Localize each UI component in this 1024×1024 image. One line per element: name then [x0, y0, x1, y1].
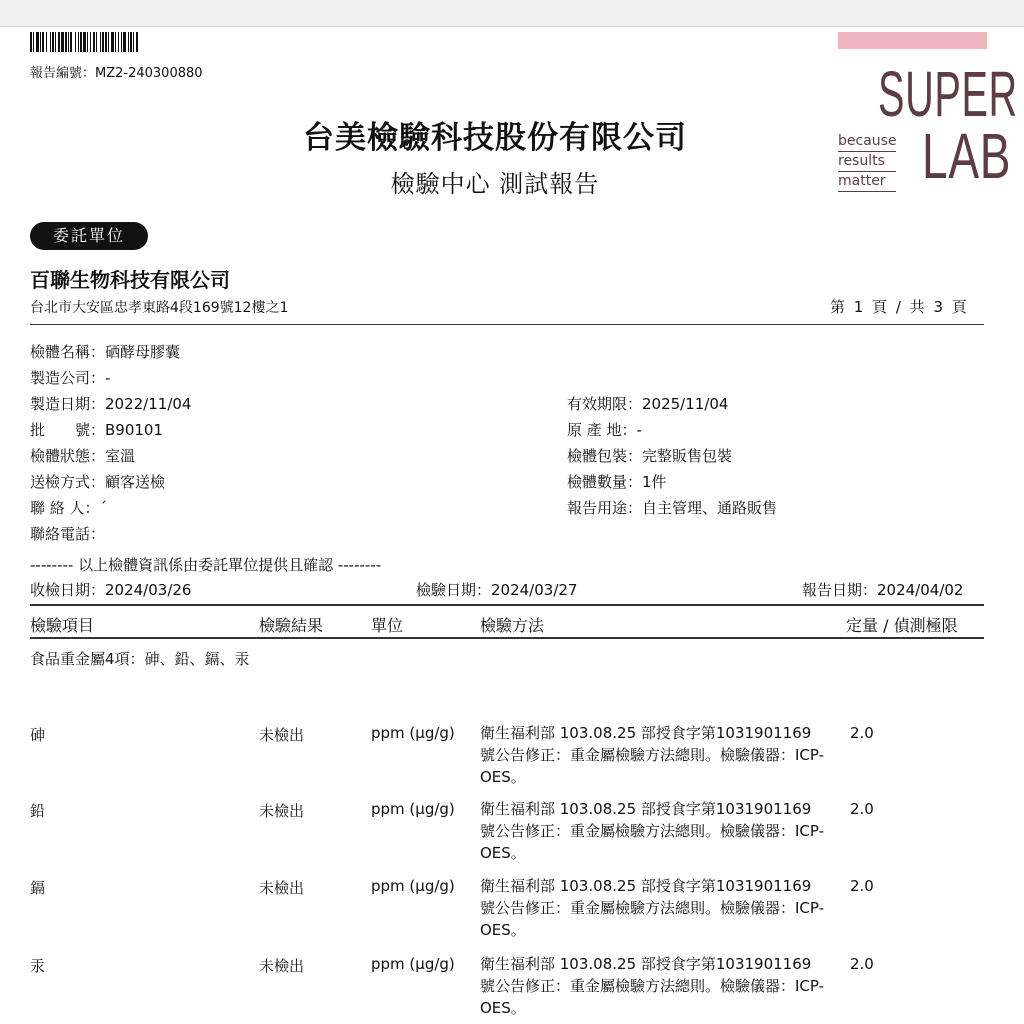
- col-header-limit: 定量 / 偵測極限: [846, 616, 958, 635]
- row-limit: 2.0: [850, 955, 874, 973]
- logo-tagline-rule: [838, 171, 896, 172]
- row-limit: 2.0: [850, 877, 874, 895]
- table-top-rule: [30, 604, 984, 606]
- client-address: 台北市大安區忠孝東路4段169號12樓之1: [30, 300, 289, 316]
- client-name: 百聯生物科技有限公司: [30, 268, 230, 292]
- row-method: 衛生福利部 103.08.25 部授食字第1031901169 號公告修正：重金屬檢驗方法總則。檢驗儀器：ICP-OES。: [480, 724, 825, 786]
- col-header-unit: 單位: [371, 616, 404, 635]
- report-subtitle: 檢驗中心 測試報告: [390, 170, 600, 198]
- field-manufacture-date: 製造日期：2022/11/04: [30, 395, 192, 413]
- divider: [30, 324, 984, 325]
- field-contact-phone: 聯絡電話：: [30, 525, 106, 543]
- logo-tagline-rule: [838, 191, 896, 192]
- field-sample-name: 檢體名稱：硒酵母膠囊: [30, 343, 181, 361]
- field-manufacturer: 製造公司：-: [30, 369, 111, 387]
- field-sample-state: 檢體狀態：室溫: [30, 447, 136, 465]
- row-result: 未檢出: [259, 879, 305, 897]
- row-unit: ppm (μg/g): [371, 724, 455, 742]
- col-header-item: 檢驗項目: [30, 616, 95, 635]
- logo-tagline-1: because: [838, 133, 897, 149]
- barcode: [30, 32, 244, 52]
- logo-text-lab: LAB: [922, 120, 1012, 192]
- confirmation-note: -------- 以上檢體資訊係由委託單位提供且確認 --------: [30, 556, 382, 574]
- field-batch-number: 批 號：B90101: [30, 421, 164, 439]
- col-header-result: 檢驗結果: [259, 616, 324, 635]
- row-limit: 2.0: [850, 800, 874, 818]
- row-result: 未檢出: [259, 957, 305, 975]
- lab-company-name: 台美檢驗科技股份有限公司: [303, 120, 687, 156]
- field-report-purpose: 報告用途：自主管理、通路販售: [567, 499, 778, 517]
- field-delivery-method: 送檢方式：顧客送檢: [30, 473, 166, 491]
- row-unit: ppm (μg/g): [371, 955, 455, 973]
- received-date: 收檢日期：2024/03/26: [30, 581, 192, 599]
- logo-tagline-2: results: [838, 153, 885, 169]
- logo-text-super: SUPER: [878, 58, 1018, 130]
- field-packaging: 檢體包裝：完整販售包裝: [567, 447, 733, 465]
- row-method: 衛生福利部 103.08.25 部授食字第1031901169 號公告修正：重金屬檢驗方法總則。檢驗儀器：ICP-OES。: [480, 877, 825, 939]
- row-result: 未檢出: [259, 726, 305, 744]
- test-group-title: 食品重金屬4項：砷、鉛、鎘、汞: [30, 650, 250, 668]
- table-header-rule: [30, 637, 984, 639]
- row-method: 衛生福利部 103.08.25 部授食字第1031901169 號公告修正：重金屬檢驗方法總則。檢驗儀器：ICP-OES。: [480, 800, 825, 862]
- row-item: 鉛: [30, 802, 46, 820]
- logo-accent-bar: [838, 32, 987, 49]
- row-unit: ppm (μg/g): [371, 877, 455, 895]
- logo-tagline-3: matter: [838, 173, 886, 189]
- row-limit: 2.0: [850, 724, 874, 742]
- field-expiry-date: 有效期限：2025/11/04: [567, 395, 729, 413]
- row-result: 未檢出: [259, 802, 305, 820]
- report-number: 報告編號：MZ2-240300880: [30, 66, 203, 81]
- viewer-top-bar: [0, 0, 1024, 27]
- field-sample-quantity: 檢體數量：1件: [567, 473, 667, 491]
- row-item: 汞: [30, 957, 46, 975]
- row-item: 鎘: [30, 879, 46, 897]
- superlab-logo: [838, 32, 1018, 192]
- field-contact-person: 聯 絡 人：´: [30, 499, 108, 517]
- page-indicator: 第 1 頁 / 共 3 頁: [830, 298, 969, 316]
- row-unit: ppm (μg/g): [371, 800, 455, 818]
- field-origin: 原 產 地：-: [567, 421, 642, 439]
- report-date: 報告日期：2024/04/02: [802, 581, 964, 599]
- row-item: 砷: [30, 726, 46, 744]
- client-badge: 委託單位: [30, 222, 148, 250]
- row-method: 衛生福利部 103.08.25 部授食字第1031901169 號公告修正：重金屬檢驗方法總則。檢驗儀器：ICP-OES。: [480, 955, 825, 1017]
- test-date: 檢驗日期：2024/03/27: [416, 581, 578, 599]
- logo-tagline-rule: [838, 151, 896, 152]
- col-header-method: 檢驗方法: [480, 616, 545, 635]
